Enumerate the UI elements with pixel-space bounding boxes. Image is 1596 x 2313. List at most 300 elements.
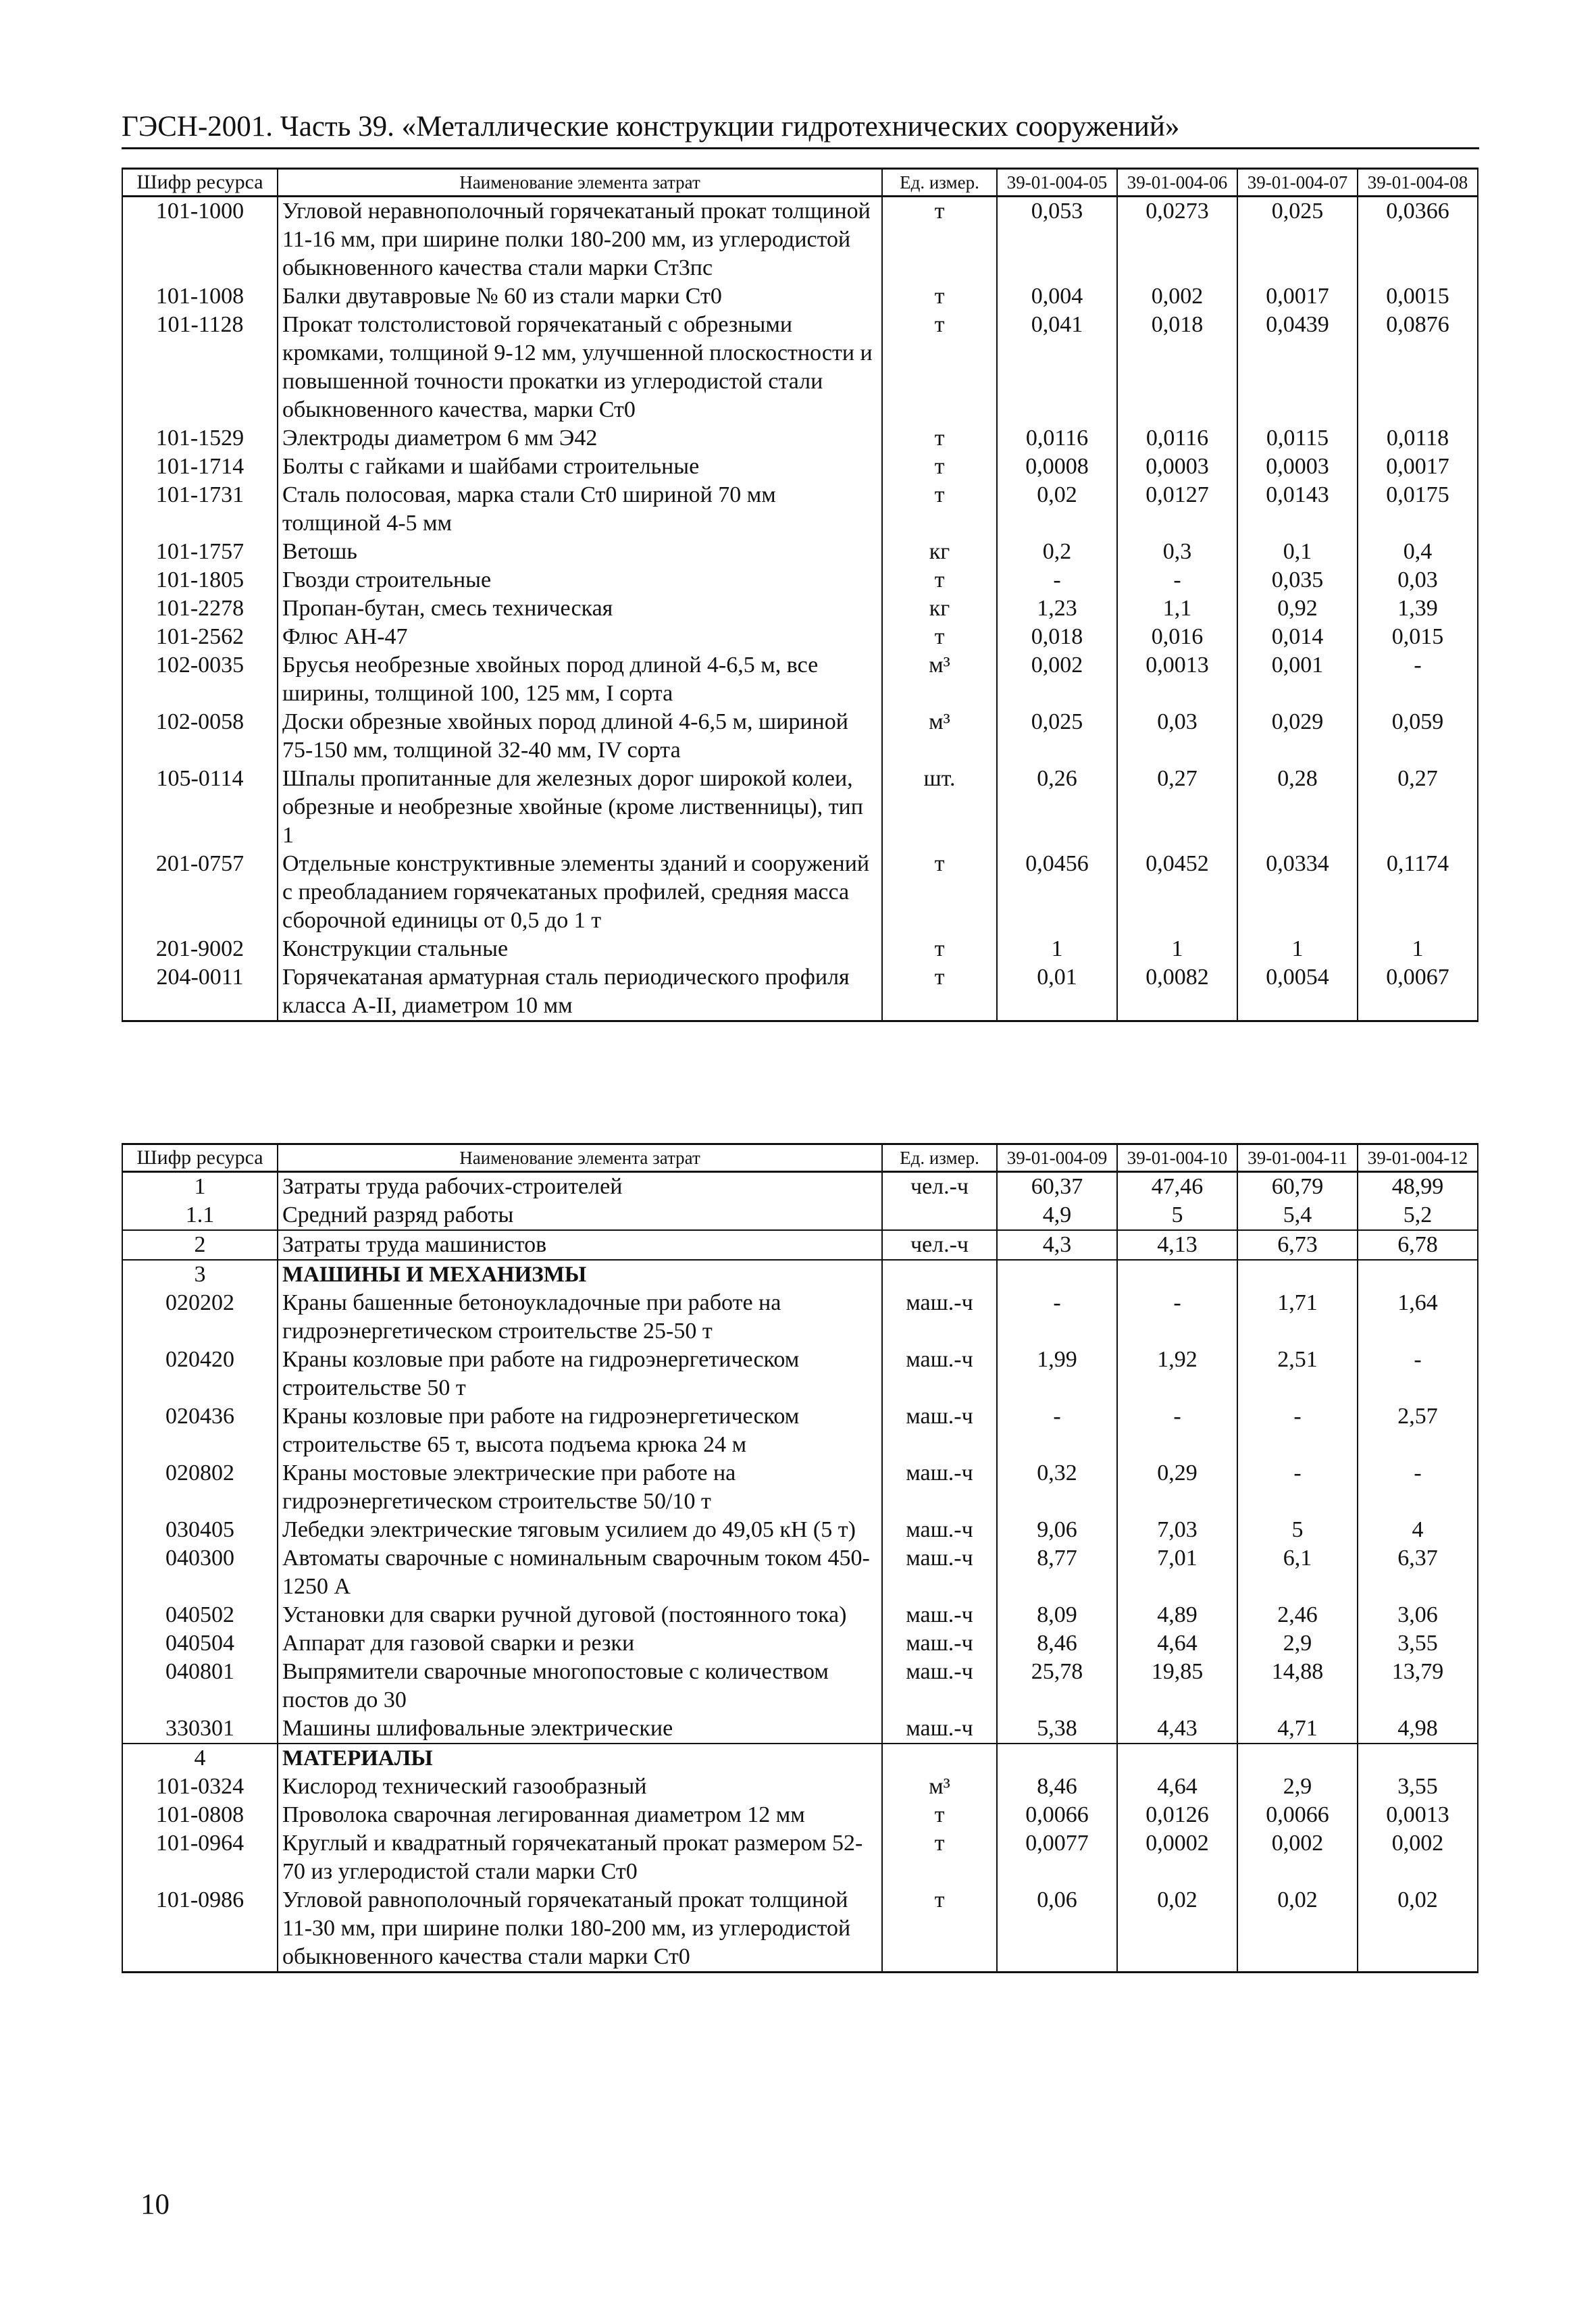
cost-element-name-cell: Автоматы сварочные с номинальным сварочным током 450-1250 А xyxy=(278,1544,882,1601)
norm-value-cell: 8,46 xyxy=(997,1773,1117,1801)
norm-value-cell: 0,0066 xyxy=(997,1801,1117,1829)
norm-value-cell: 0,02 xyxy=(1358,1886,1478,1973)
norm-value-cell: 2,46 xyxy=(1237,1601,1358,1629)
norm-value-cell: 0,0067 xyxy=(1358,963,1478,1021)
norm-value-cell: 1 xyxy=(1237,935,1358,963)
norm-value-cell: 8,46 xyxy=(997,1629,1117,1658)
norm-value-cell: - xyxy=(997,1289,1117,1346)
resource-code-cell: 040502 xyxy=(122,1601,278,1629)
norm-value-cell: 2,51 xyxy=(1237,1346,1358,1402)
norm-value-cell: 4 xyxy=(1358,1516,1478,1544)
table-row xyxy=(122,453,1478,481)
norm-value-cell: 3,55 xyxy=(1358,1773,1478,1801)
resource-code-cell: 020202 xyxy=(122,1289,278,1346)
table-row xyxy=(122,594,1478,623)
cost-element-name-cell: Прокат толстолистовой горячекатаный с обрезными кромками, толщиной 9-12 мм, улучшенной плоскостности и повышенной точности прокатки из углеродистой стали обыкновенного качества, марки Ст0 xyxy=(278,311,882,424)
norm-value-cell: 1,23 xyxy=(997,594,1117,623)
cost-element-name-cell: Гвозди строительные xyxy=(278,566,882,594)
cost-element-name-cell: Краны башенные бетоноукладочные при работе на гидроэнергетическом строительстве 25-50 т xyxy=(278,1289,882,1346)
table-row xyxy=(122,708,1478,765)
table-row xyxy=(122,850,1478,935)
resource-code-cell: 101-1529 xyxy=(122,424,278,453)
norm-value-cell: 0,0456 xyxy=(997,850,1117,935)
norm-value-cell: 0,0116 xyxy=(997,424,1117,453)
unit-cell: маш.-ч xyxy=(882,1516,997,1544)
resource-table-1 xyxy=(122,168,1478,1022)
norm-value-cell: 4,98 xyxy=(1358,1714,1478,1744)
norm-value-cell: 0,0439 xyxy=(1237,311,1358,424)
norm-value-cell: 3,06 xyxy=(1358,1601,1478,1629)
norm-value-cell: - xyxy=(1358,1346,1478,1402)
unit-cell: чел.-ч xyxy=(882,1172,997,1202)
table-row xyxy=(122,1714,1478,1744)
cost-element-name-cell: Краны мостовые электрические при работе на гидроэнергетическом строительстве 50/10 т xyxy=(278,1459,882,1516)
norm-value-cell xyxy=(1117,1744,1237,1773)
norm-value-cell: 0,27 xyxy=(1358,765,1478,850)
norm-value-cell: 0,018 xyxy=(997,623,1117,651)
cost-element-name-cell: Конструкции стальные xyxy=(278,935,882,963)
table-row xyxy=(122,963,1478,1021)
table-header-row xyxy=(122,169,1478,197)
table-body xyxy=(122,197,1478,1021)
resource-code-cell: 105-0114 xyxy=(122,765,278,850)
unit-cell: т xyxy=(882,1801,997,1829)
cost-element-name-cell: МАТЕРИАЛЫ xyxy=(278,1744,882,1773)
norm-value-cell: 0,0116 xyxy=(1117,424,1237,453)
header-resource-code: Шифр ресурса xyxy=(122,169,278,197)
norm-value-cell: 6,1 xyxy=(1237,1544,1358,1601)
table-row xyxy=(122,1886,1478,1973)
norm-value-cell: 1 xyxy=(1358,935,1478,963)
table-row xyxy=(122,1629,1478,1658)
norm-value-cell: 0,0082 xyxy=(1117,963,1237,1021)
header-norm-code: 39-01-004-11 xyxy=(1237,1144,1358,1172)
unit-cell: т xyxy=(882,197,997,283)
table-row xyxy=(122,935,1478,963)
norm-value-cell: 5,38 xyxy=(997,1714,1117,1744)
unit-cell: м³ xyxy=(882,708,997,765)
norm-value-cell: 6,78 xyxy=(1358,1230,1478,1260)
norm-value-cell: 0,0115 xyxy=(1237,424,1358,453)
norm-value-cell: 0,016 xyxy=(1117,623,1237,651)
resource-code-cell: 101-1714 xyxy=(122,453,278,481)
norm-value-cell: 1,71 xyxy=(1237,1289,1358,1346)
cost-element-name-cell: Круглый и квадратный горячекатаный прокат размером 52-70 из углеродистой стали марки Ст0 xyxy=(278,1829,882,1886)
cost-element-name-cell: Затраты труда машинистов xyxy=(278,1230,882,1260)
norm-value-cell: 25,78 xyxy=(997,1658,1117,1714)
norm-value-cell: 0,0017 xyxy=(1358,453,1478,481)
resource-code-cell: 2 xyxy=(122,1230,278,1260)
table-row xyxy=(122,1516,1478,1544)
norm-value-cell: 2,9 xyxy=(1237,1629,1358,1658)
resource-code-cell: 101-2562 xyxy=(122,623,278,651)
norm-value-cell: 47,46 xyxy=(1117,1172,1237,1202)
norm-value-cell: 0,2 xyxy=(997,538,1117,566)
unit-cell: м³ xyxy=(882,651,997,708)
table-row xyxy=(122,1346,1478,1402)
norm-value-cell: 0,0127 xyxy=(1117,481,1237,538)
norm-value-cell: - xyxy=(1117,1402,1237,1459)
cost-element-name-cell: Отдельные конструктивные элементы зданий и сооружений с преобладанием горячекатаных профилей, средняя масса сборочной единицы от 0,5 до 1 т xyxy=(278,850,882,935)
norm-value-cell: 0,0003 xyxy=(1117,453,1237,481)
unit-cell: маш.-ч xyxy=(882,1658,997,1714)
norm-value-cell: 8,09 xyxy=(997,1601,1117,1629)
unit-cell: т xyxy=(882,963,997,1021)
norm-value-cell: 0,0003 xyxy=(1237,453,1358,481)
cost-element-name-cell: Брусья необрезные хвойных пород длиной 4-6,5 м, все ширины, толщиной 100, 125 мм, I сорта xyxy=(278,651,882,708)
norm-value-cell: 0,0002 xyxy=(1117,1829,1237,1886)
cost-element-name-cell: Флюс АН-47 xyxy=(278,623,882,651)
norm-value-cell: 0,01 xyxy=(997,963,1117,1021)
norm-value-cell: 0,002 xyxy=(997,651,1117,708)
norm-value-cell: 14,88 xyxy=(1237,1658,1358,1714)
table-row xyxy=(122,1201,1478,1230)
header-norm-code: 39-01-004-07 xyxy=(1237,169,1358,197)
unit-cell xyxy=(882,1201,997,1230)
unit-cell: маш.-ч xyxy=(882,1402,997,1459)
cost-element-name-cell: Пропан-бутан, смесь техническая xyxy=(278,594,882,623)
norm-value-cell: 0,014 xyxy=(1237,623,1358,651)
resource-table-2 xyxy=(122,1143,1478,1973)
table-row xyxy=(122,424,1478,453)
unit-cell: маш.-ч xyxy=(882,1289,997,1346)
cost-element-name-cell: Балки двутавровые № 60 из стали марки Ст0 xyxy=(278,282,882,311)
norm-value-cell: 0,0013 xyxy=(1117,651,1237,708)
unit-cell: маш.-ч xyxy=(882,1346,997,1402)
norm-value-cell: - xyxy=(997,566,1117,594)
norm-value-cell: 0,0077 xyxy=(997,1829,1117,1886)
norm-value-cell xyxy=(1358,1744,1478,1773)
norm-value-cell: 2,57 xyxy=(1358,1402,1478,1459)
norm-value-cell: 6,73 xyxy=(1237,1230,1358,1260)
table-body xyxy=(122,1172,1478,1973)
table-row xyxy=(122,1544,1478,1601)
resource-code-cell: 040504 xyxy=(122,1629,278,1658)
table-row xyxy=(122,311,1478,424)
unit-cell: т xyxy=(882,566,997,594)
cost-element-name-cell: Проволока сварочная легированная диаметром 12 мм xyxy=(278,1801,882,1829)
table-row xyxy=(122,481,1478,538)
norm-value-cell: - xyxy=(1358,1459,1478,1516)
unit-cell: т xyxy=(882,481,997,538)
norm-value-cell: 0,02 xyxy=(1117,1886,1237,1973)
unit-cell: маш.-ч xyxy=(882,1544,997,1601)
norm-value-cell: 0,1 xyxy=(1237,538,1358,566)
norm-value-cell: 5 xyxy=(1117,1201,1237,1230)
resource-code-cell: 102-0058 xyxy=(122,708,278,765)
resource-code-cell: 101-1008 xyxy=(122,282,278,311)
norm-value-cell: 4,13 xyxy=(1117,1230,1237,1260)
cost-element-name-cell: Доски обрезные хвойных пород длиной 4-6,5 м, шириной 75-150 мм, толщиной 32-40 мм, IV сорта xyxy=(278,708,882,765)
norm-value-cell: 0,004 xyxy=(997,282,1117,311)
table-row xyxy=(122,1601,1478,1629)
norm-value-cell: 0,029 xyxy=(1237,708,1358,765)
norm-value-cell: 0,0143 xyxy=(1237,481,1358,538)
resource-code-cell: 101-1805 xyxy=(122,566,278,594)
page-header-title: ГЭСН-2001. Часть 39. «Металлические конструкции гидротехнических сооружений» xyxy=(122,111,1180,143)
resource-code-cell: 030405 xyxy=(122,1516,278,1544)
unit-cell: кг xyxy=(882,594,997,623)
resource-code-cell: 020802 xyxy=(122,1459,278,1516)
norm-value-cell: 0,025 xyxy=(1237,197,1358,283)
norm-value-cell xyxy=(997,1260,1117,1289)
cost-element-name-cell: МАШИНЫ И МЕХАНИЗМЫ xyxy=(278,1260,882,1289)
cost-element-name-cell: Сталь полосовая, марка стали Ст0 шириной 70 мм толщиной 4-5 мм xyxy=(278,481,882,538)
unit-cell: маш.-ч xyxy=(882,1714,997,1744)
header-unit: Ед. измер. xyxy=(882,169,997,197)
norm-value-cell: 1 xyxy=(997,935,1117,963)
norm-value-cell: 0,0876 xyxy=(1358,311,1478,424)
resource-code-cell: 201-0757 xyxy=(122,850,278,935)
norm-value-cell: 0,03 xyxy=(1358,566,1478,594)
norm-value-cell xyxy=(1117,1260,1237,1289)
resource-code-cell: 101-1757 xyxy=(122,538,278,566)
norm-value-cell: - xyxy=(997,1402,1117,1459)
table-row xyxy=(122,1773,1478,1801)
unit-cell: маш.-ч xyxy=(882,1629,997,1658)
norm-value-cell: 1,1 xyxy=(1117,594,1237,623)
unit-cell: т xyxy=(882,311,997,424)
unit-cell: шт. xyxy=(882,765,997,850)
norm-value-cell: 0,1174 xyxy=(1358,850,1478,935)
unit-cell: т xyxy=(882,453,997,481)
unit-cell: т xyxy=(882,282,997,311)
table-row xyxy=(122,282,1478,311)
norm-value-cell: 7,03 xyxy=(1117,1516,1237,1544)
unit-cell: т xyxy=(882,623,997,651)
cost-element-name-cell: Средний разряд работы xyxy=(278,1201,882,1230)
norm-value-cell: 3,55 xyxy=(1358,1629,1478,1658)
resource-code-cell: 201-9002 xyxy=(122,935,278,963)
unit-cell: т xyxy=(882,935,997,963)
unit-cell xyxy=(882,1744,997,1773)
norm-value-cell: 0,27 xyxy=(1117,765,1237,850)
table-row xyxy=(122,765,1478,850)
norm-value-cell: 4,3 xyxy=(997,1230,1117,1260)
norm-value-cell: 4,64 xyxy=(1117,1629,1237,1658)
table-row xyxy=(122,538,1478,566)
resource-code-cell: 204-0011 xyxy=(122,963,278,1021)
norm-value-cell: 8,77 xyxy=(997,1544,1117,1601)
cost-element-name-cell: Угловой равнополочный горячекатаный прокат толщиной 11-30 мм, при ширине полки 180-200 мм, из углеродистой обыкновенного качества стали марки Ст0 xyxy=(278,1886,882,1973)
unit-cell: кг xyxy=(882,538,997,566)
norm-value-cell: 1,39 xyxy=(1358,594,1478,623)
norm-value-cell: 0,06 xyxy=(997,1886,1117,1973)
resource-code-cell: 101-1000 xyxy=(122,197,278,283)
resource-code-cell: 040300 xyxy=(122,1544,278,1601)
norm-value-cell: 0,002 xyxy=(1237,1829,1358,1886)
norm-value-cell: 0,0017 xyxy=(1237,282,1358,311)
norm-value-cell: 0,28 xyxy=(1237,765,1358,850)
norm-value-cell: 0,92 xyxy=(1237,594,1358,623)
header-resource-code: Шифр ресурса xyxy=(122,1144,278,1172)
norm-value-cell: 0,0008 xyxy=(997,453,1117,481)
table-row xyxy=(122,1459,1478,1516)
norm-value-cell: 4,89 xyxy=(1117,1601,1237,1629)
cost-element-name-cell: Электроды диаметром 6 мм Э42 xyxy=(278,424,882,453)
norm-value-cell: - xyxy=(1358,651,1478,708)
norm-value-cell: 1,99 xyxy=(997,1346,1117,1402)
norm-value-cell: 0,025 xyxy=(997,708,1117,765)
norm-value-cell: 5 xyxy=(1237,1516,1358,1544)
table-row xyxy=(122,566,1478,594)
cost-element-name-cell: Машины шлифовальные электрические xyxy=(278,1714,882,1744)
norm-value-cell: 1,92 xyxy=(1117,1346,1237,1402)
resource-code-cell: 1.1 xyxy=(122,1201,278,1230)
resource-code-cell: 101-0808 xyxy=(122,1801,278,1829)
norm-value-cell: - xyxy=(1117,1289,1237,1346)
section-row xyxy=(122,1744,1478,1773)
header-norm-code: 39-01-004-08 xyxy=(1358,169,1478,197)
cost-element-name-cell: Болты с гайками и шайбами строительные xyxy=(278,453,882,481)
norm-value-cell: 0,018 xyxy=(1117,311,1237,424)
resource-code-cell: 101-0986 xyxy=(122,1886,278,1973)
header-rule xyxy=(122,147,1479,149)
table-row xyxy=(122,197,1478,283)
norm-value-cell: 0,0015 xyxy=(1358,282,1478,311)
cost-element-name-cell: Кислород технический газообразный xyxy=(278,1773,882,1801)
norm-value-cell: 0,0273 xyxy=(1117,197,1237,283)
norm-value-cell: 0,29 xyxy=(1117,1459,1237,1516)
norm-value-cell: 0,053 xyxy=(997,197,1117,283)
norm-value-cell: 0,0066 xyxy=(1237,1801,1358,1829)
cost-element-name-cell: Выпрямители сварочные многопостовые с количеством постов до 30 xyxy=(278,1658,882,1714)
norm-value-cell: - xyxy=(1237,1459,1358,1516)
norm-value-cell: 0,041 xyxy=(997,311,1117,424)
table-row xyxy=(122,1829,1478,1886)
resource-code-cell: 101-1128 xyxy=(122,311,278,424)
norm-value-cell: 0,0054 xyxy=(1237,963,1358,1021)
resource-code-cell: 020436 xyxy=(122,1402,278,1459)
norm-value-cell: 0,002 xyxy=(1358,1829,1478,1886)
table-row xyxy=(122,1402,1478,1459)
cost-element-name-cell: Угловой неравнополочный горячекатаный прокат толщиной 11-16 мм, при ширине полки 180-200 мм, из углеродистой обыкновенного качества стали марки Ст3пс xyxy=(278,197,882,283)
unit-cell: чел.-ч xyxy=(882,1230,997,1260)
norm-value-cell: 0,0126 xyxy=(1117,1801,1237,1829)
table-row xyxy=(122,623,1478,651)
norm-value-cell: 0,26 xyxy=(997,765,1117,850)
cost-element-name-cell: Ветошь xyxy=(278,538,882,566)
norm-value-cell: 0,0452 xyxy=(1117,850,1237,935)
norm-value-cell: 48,99 xyxy=(1358,1172,1478,1202)
header-cost-element-name: Наименование элемента затрат xyxy=(278,1144,882,1172)
table-row xyxy=(122,1289,1478,1346)
norm-value-cell: 0,0366 xyxy=(1358,197,1478,283)
resource-code-cell: 330301 xyxy=(122,1714,278,1744)
norm-value-cell: 0,02 xyxy=(997,481,1117,538)
norm-value-cell xyxy=(997,1744,1117,1773)
norm-value-cell: 9,06 xyxy=(997,1516,1117,1544)
norm-value-cell: - xyxy=(1117,566,1237,594)
header-norm-code: 39-01-004-06 xyxy=(1117,169,1237,197)
norm-value-cell: 1,64 xyxy=(1358,1289,1478,1346)
norm-value-cell: 0,0334 xyxy=(1237,850,1358,935)
resource-code-cell: 020420 xyxy=(122,1346,278,1402)
resource-code-cell: 1 xyxy=(122,1172,278,1202)
page-number: 10 xyxy=(140,2189,170,2220)
table-row xyxy=(122,1172,1478,1202)
unit-cell: т xyxy=(882,1829,997,1886)
cost-element-name-cell: Горячекатаная арматурная сталь периодического профиля класса А-II, диаметром 10 мм xyxy=(278,963,882,1021)
resource-code-cell: 101-2278 xyxy=(122,594,278,623)
cost-element-name-cell: Затраты труда рабочих-строителей xyxy=(278,1172,882,1202)
header-cost-element-name: Наименование элемента затрат xyxy=(278,169,882,197)
norm-value-cell: 0,001 xyxy=(1237,651,1358,708)
resource-code-cell: 101-1731 xyxy=(122,481,278,538)
norm-value-cell: 0,02 xyxy=(1237,1886,1358,1973)
resource-code-cell: 102-0035 xyxy=(122,651,278,708)
resource-code-cell: 4 xyxy=(122,1744,278,1773)
norm-value-cell: 19,85 xyxy=(1117,1658,1237,1714)
table-row xyxy=(122,651,1478,708)
resource-code-cell: 3 xyxy=(122,1260,278,1289)
cost-element-name-cell: Лебедки электрические тяговым усилием до 49,05 кН (5 т) xyxy=(278,1516,882,1544)
unit-cell: м³ xyxy=(882,1773,997,1801)
unit-cell: т xyxy=(882,850,997,935)
norm-value-cell: 60,37 xyxy=(997,1172,1117,1202)
norm-value-cell: 5,2 xyxy=(1358,1201,1478,1230)
cost-element-name-cell: Установки для сварки ручной дуговой (постоянного тока) xyxy=(278,1601,882,1629)
norm-value-cell: 0,03 xyxy=(1117,708,1237,765)
norm-value-cell xyxy=(1358,1260,1478,1289)
norm-value-cell: 0,0118 xyxy=(1358,424,1478,453)
norm-value-cell xyxy=(1237,1744,1358,1773)
cost-element-name-cell: Краны козловые при работе на гидроэнергетическом строительстве 50 т xyxy=(278,1346,882,1402)
unit-cell xyxy=(882,1260,997,1289)
norm-value-cell: 0,4 xyxy=(1358,538,1478,566)
norm-value-cell: 4,64 xyxy=(1117,1773,1237,1801)
resource-code-cell: 101-0964 xyxy=(122,1829,278,1886)
table-header-row xyxy=(122,1144,1478,1172)
norm-value-cell: 1 xyxy=(1117,935,1237,963)
norm-value-cell: 0,015 xyxy=(1358,623,1478,651)
unit-cell: маш.-ч xyxy=(882,1459,997,1516)
norm-value-cell: 4,71 xyxy=(1237,1714,1358,1744)
norm-value-cell: 0,002 xyxy=(1117,282,1237,311)
header-norm-code: 39-01-004-05 xyxy=(997,169,1117,197)
unit-cell: т xyxy=(882,424,997,453)
cost-element-name-cell: Шпалы пропитанные для железных дорог широкой колеи, обрезные и необрезные хвойные (кроме лиственницы), тип 1 xyxy=(278,765,882,850)
norm-value-cell: 13,79 xyxy=(1358,1658,1478,1714)
header-norm-code: 39-01-004-09 xyxy=(997,1144,1117,1172)
cost-element-name-cell: Краны козловые при работе на гидроэнергетическом строительстве 65 т, высота подъема крюка 24 м xyxy=(278,1402,882,1459)
norm-value-cell: - xyxy=(1237,1402,1358,1459)
header-norm-code: 39-01-004-12 xyxy=(1358,1144,1478,1172)
norm-value-cell: 0,0175 xyxy=(1358,481,1478,538)
norm-value-cell: 0,0013 xyxy=(1358,1801,1478,1829)
unit-cell: маш.-ч xyxy=(882,1601,997,1629)
resource-code-cell: 040801 xyxy=(122,1658,278,1714)
cost-element-name-cell: Аппарат для газовой сварки и резки xyxy=(278,1629,882,1658)
norm-value-cell: 6,37 xyxy=(1358,1544,1478,1601)
header-norm-code: 39-01-004-10 xyxy=(1117,1144,1237,1172)
norm-value-cell: 60,79 xyxy=(1237,1172,1358,1202)
norm-value-cell: 0,32 xyxy=(997,1459,1117,1516)
norm-value-cell: 5,4 xyxy=(1237,1201,1358,1230)
resource-code-cell: 101-0324 xyxy=(122,1773,278,1801)
norm-value-cell: 0,059 xyxy=(1358,708,1478,765)
section-row xyxy=(122,1260,1478,1289)
norm-value-cell: 7,01 xyxy=(1117,1544,1237,1601)
table-row xyxy=(122,1801,1478,1829)
norm-value-cell: 0,035 xyxy=(1237,566,1358,594)
table-row xyxy=(122,1658,1478,1714)
norm-value-cell: 4,43 xyxy=(1117,1714,1237,1744)
unit-cell: т xyxy=(882,1886,997,1973)
header-unit: Ед. измер. xyxy=(882,1144,997,1172)
norm-value-cell: 2,9 xyxy=(1237,1773,1358,1801)
norm-value-cell: 0,3 xyxy=(1117,538,1237,566)
